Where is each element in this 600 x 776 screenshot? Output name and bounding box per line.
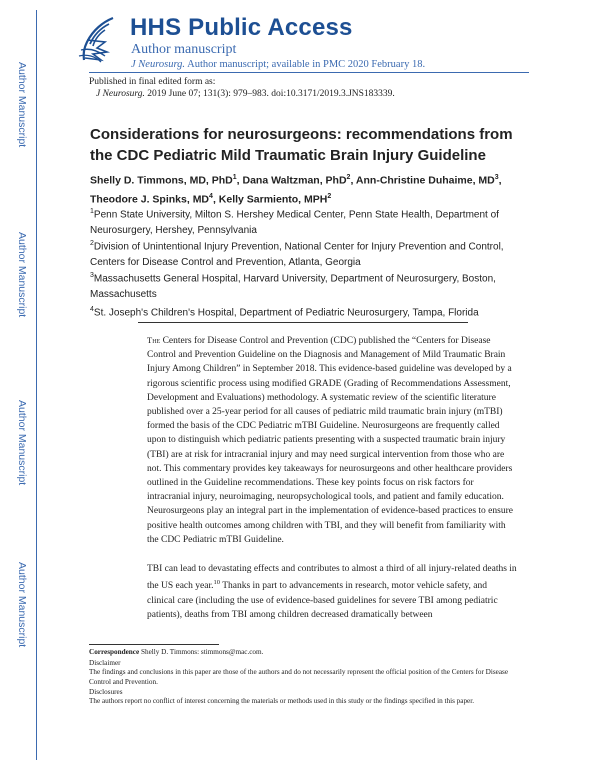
author-name: Ann-Christine Duhaime, MD — [355, 174, 495, 187]
author-list: Shelly D. Timmons, MD, PhD$^1$, Dana Waltzman, PhD$^2$, Ann-Christine Duhaime, $MD^3$, Theodore J. Spinks, $MD^4$, Kelly Sarmiento, MPH$^2$ — [90, 174, 502, 205]
citation-details: 2019 June 07; 131(3): 979–983. doi:10.3171/2019.3.JNS183339. — [144, 89, 395, 99]
journal-name: J Neurosurg. — [131, 59, 186, 70]
author-name: Shelly D. Timmons, MD, PhD — [90, 174, 233, 187]
affiliation-number: 2 — [90, 240, 94, 247]
sidebar-label: Author Manuscript — [16, 62, 28, 148]
disclaimer-label: Disclaimer — [89, 659, 121, 667]
availability-text: Author manuscript; available in PMC 2020 February 18. — [185, 59, 426, 70]
affiliation-text: St. Joseph's Children's Hospital, Department of Pediatric Neurosurgery, Tampa, Florida — [93, 307, 479, 319]
citation — [96, 89, 395, 99]
abstract-text: Centers for Disease Control and Prevention (CDC) published the “Centers for Disease Control and Prevention Guideline on the Diagnosis and Management of Mild Traumatic Brain Injury Among Children” in September 2018. This evidence-based guideline was developed by a rigorous scientific process using modified GRADE (Grading of Recommendations Assessment, Development and Evaluations) methodology. A systematic review of the scientific literature published over a 25-year period for all causes of pediatric mild traumatic brain injury (mTBI) formed the basis of the CDC Pediatric mTBI Guideline. Neurosurgeons are frequently called upon to distinguish which pediatric patients presenting with a suspected traumatic brain injury (TBI) are at risk for intracranial injury and may need surgical intervention from those who are not. This commentary provides key takeaways for neurosurgeons and other healthcare providers outlined in the Guideline recommendations. These key points focus on risk factors for intracranial injury, neuroimaging, neuropsychological tools, and patient and family education. Neurosurgeons play an integral part in the implementation of evidence-based practices to ensure positive health outcomes among children with TBI, and they will benefit from familiarity with the CDC Pediatric mTBI Guideline. — [147, 336, 513, 545]
author-affiliation-number: 3 — [494, 174, 499, 181]
published-label: Published in final edited form as: — [89, 77, 216, 87]
affiliation-4 — [90, 302, 530, 321]
abstract-lead-word: The — [147, 335, 161, 345]
author-affiliation-number: 4 — [209, 192, 213, 200]
journal-availability — [131, 59, 425, 70]
sidebar-label: Author Manuscript — [16, 232, 28, 318]
author-affiliation-number: 2 — [327, 192, 332, 200]
sidebar-divider — [36, 10, 37, 760]
author-affiliation-number: 2 — [346, 174, 351, 181]
affiliation-2 — [90, 236, 530, 270]
disclaimer-text: The findings and conclusions in this paper are those of the authors and do not necessarily represent the official position of the Centers for Disease Control and Prevention. — [89, 668, 509, 686]
correspondence-label: Correspondence — [89, 648, 140, 656]
affiliation-text: Penn State University, Milton S. Hershey Medical Center, Penn State Health, Department of Neurosurgery, Hershey, Pennsylvania — [90, 209, 499, 236]
hhs-public-access-title: HHS Public Access — [130, 14, 353, 41]
correspondence-footnote — [89, 648, 529, 658]
reference-marker[interactable]: 10 — [213, 579, 220, 587]
author-manuscript-label: Author manuscript — [131, 42, 237, 57]
author-name: Kelly Sarmiento, MPH — [218, 193, 328, 205]
hhs-eagle-logo-icon — [75, 12, 119, 66]
affiliation-number: 3 — [90, 272, 94, 279]
affiliation-1 — [90, 204, 530, 238]
affiliation-text: Massachusetts General Hospital, Harvard University, Department of Neurosurgery, Boston, Massachusetts — [90, 273, 496, 300]
author-manuscript-sidebar — [0, 0, 55, 776]
disclosures-text: The authors report no conflict of interest concerning the materials or methods used in this study or the findings specified in this paper. — [89, 697, 475, 705]
body-text-part2: Thanks in part to advancements in research, motor vehicle safety, and clinical care (including the use of evidence-based guidelines for severe TBI among pediatric patients), deaths from TBI among children decreased dramatically between — [147, 581, 498, 620]
correspondence-text: Shelly D. Timmons: stimmons@mac.com. — [139, 648, 264, 656]
abstract-rule — [138, 322, 468, 323]
body-paragraph — [147, 562, 517, 622]
author-name: Theodore J. Spinks, MD — [90, 193, 210, 205]
body-text-part1: TBI can lead to devastating effects and contributes to almost a third of all injury-related deaths in the US each year. — [147, 564, 517, 592]
header-rule — [89, 72, 529, 73]
footnote-rule — [89, 644, 219, 645]
disclosures-label: Disclosures — [89, 688, 123, 696]
affiliation-number: 1 — [90, 208, 94, 215]
author-affiliation-number: 1 — [232, 174, 237, 181]
affiliation-3 — [90, 268, 530, 302]
abstract — [147, 333, 517, 547]
author-name: Dana Waltzman, PhD — [242, 174, 347, 187]
sidebar-label: Author Manuscript — [16, 400, 28, 486]
article-title: Considerations for neurosurgeons: recommendations from the CDC Pediatric Mild Traumatic Brain Injury Guideline — [90, 126, 513, 164]
sidebar-label: Author Manuscript — [16, 562, 28, 648]
affiliation-number: 4 — [90, 306, 94, 313]
citation-journal: J Neurosurg. — [96, 89, 145, 99]
affiliation-text: Division of Unintentional Injury Prevention, National Center for Injury Prevention and Control, Centers for Disease Control and Prevention, Atlanta, Georgia — [90, 241, 504, 268]
